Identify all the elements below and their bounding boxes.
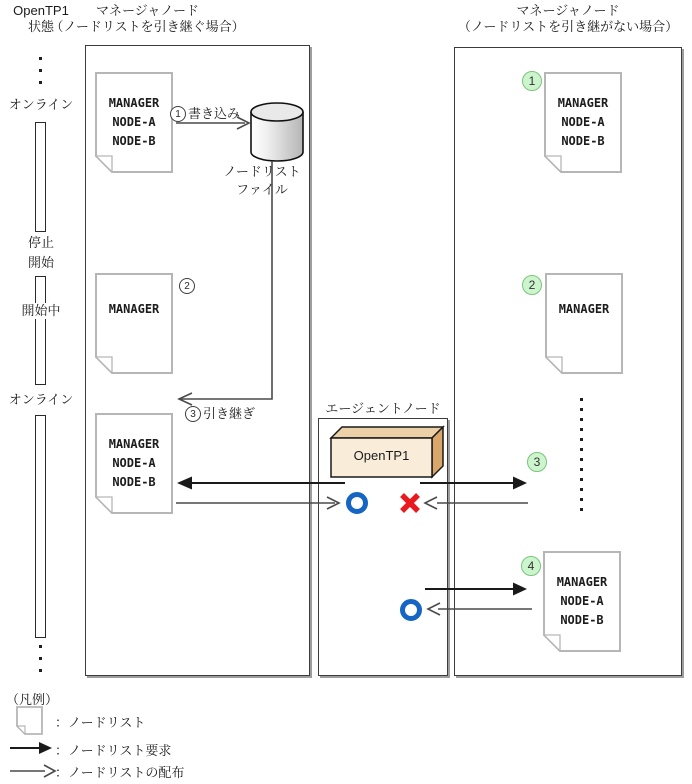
status-label-start: 開始 xyxy=(27,255,54,270)
inherit-header-line2: （ノードリストを引き継ぐ場合） xyxy=(50,19,245,34)
takeover-annotation: 引き継ぎ xyxy=(203,406,256,421)
nodelist-doc-inherit-online xyxy=(95,72,173,173)
nodelist-line: NODE-A xyxy=(112,115,156,129)
nodelist-line: MANAGER xyxy=(108,302,160,316)
nodelist-line: NODE-B xyxy=(112,134,156,148)
nodelist-line: MANAGER xyxy=(556,575,608,589)
nodelist-file-cylinder-icon xyxy=(249,101,305,163)
step-badge-2: 2 xyxy=(522,275,542,295)
nodelist-content xyxy=(543,551,621,652)
nodelist-doc-noinherit-1 xyxy=(544,72,622,173)
nodelist-content xyxy=(95,72,173,173)
nodelist-content xyxy=(95,413,173,514)
nodelist-line: MANAGER xyxy=(558,302,610,316)
legend-request-arrow-head xyxy=(39,742,52,754)
nodelist-content xyxy=(544,72,622,173)
file-label-line2: ファイル xyxy=(236,182,288,197)
agent-node-header: エージェントノード xyxy=(325,401,441,416)
status-ellipsis-bottom xyxy=(39,645,42,681)
step-badge-1: 1 xyxy=(522,71,542,91)
nodelist-line: NODE-B xyxy=(561,134,605,148)
legend-label-distribute: ：ノードリストの配布 xyxy=(55,765,185,780)
cylinder-top xyxy=(251,103,303,121)
status-ellipsis-top xyxy=(39,57,42,93)
box-top-face xyxy=(331,427,443,438)
nodelist-doc-inherit-online2 xyxy=(95,413,173,514)
nodelist-line: NODE-B xyxy=(112,475,156,489)
write-step-circle: 1 xyxy=(170,106,186,122)
status-header-line2: 状態 xyxy=(27,19,54,34)
nodelist-line: NODE-A xyxy=(561,115,605,129)
nodelist-doc-noinherit-2 xyxy=(545,273,623,374)
nodelist-line: MANAGER xyxy=(557,96,609,110)
status-label-online-2: オンライン xyxy=(8,392,74,407)
step-circle-2: 2 xyxy=(179,278,195,294)
step-badge-3: 3 xyxy=(527,452,547,472)
no-inherit-header-line1: マネージャノード xyxy=(516,3,620,18)
nodelist-line: NODE-B xyxy=(560,613,604,627)
manager-no-inherit-header xyxy=(446,3,690,35)
takeover-step-circle: 3 xyxy=(185,406,201,422)
nodelist-line: NODE-A xyxy=(112,456,156,470)
sequence-ellipsis xyxy=(580,398,583,518)
nodelist-content xyxy=(95,273,173,374)
write-annotation: 書き込み xyxy=(188,106,241,121)
inherit-header-line1: マネージャノード xyxy=(95,3,200,18)
nodelist-line: NODE-A xyxy=(560,594,604,608)
nodelist-content xyxy=(545,273,623,374)
step-badge-4: 4 xyxy=(521,556,541,576)
opentp1-box-label: OpenTP1 xyxy=(353,448,410,463)
status-header-line1: OpenTP1 xyxy=(13,3,69,18)
legend-document-icon xyxy=(16,706,43,735)
status-label-online-1: オンライン xyxy=(8,97,74,112)
nodelist-file-label xyxy=(220,163,304,199)
nodelist-doc-noinherit-4 xyxy=(543,551,621,652)
status-label-starting: 開始中 xyxy=(8,303,74,319)
nodelist-line: MANAGER xyxy=(108,96,160,110)
status-bar-starting xyxy=(35,276,46,385)
legend-distribute-arrow-head xyxy=(44,765,55,777)
legend-label-nodelist: ：ノードリスト xyxy=(55,715,146,730)
status-bar-online-1 xyxy=(35,122,46,232)
status-label-stop: 停止 xyxy=(27,235,54,250)
no-inherit-header-line2: （ノードリストを引き継がない場合） xyxy=(457,19,679,34)
file-label-line1: ノードリスト xyxy=(223,164,301,179)
nodelist-doc-inherit-starting xyxy=(95,273,173,374)
status-bar-online-2 xyxy=(35,415,46,638)
manager-inherit-header xyxy=(45,3,250,35)
nodelist-line: MANAGER xyxy=(108,437,160,451)
legend-title: （凡例） xyxy=(6,692,59,707)
legend-label-request: ：ノードリスト要求 xyxy=(55,743,172,758)
